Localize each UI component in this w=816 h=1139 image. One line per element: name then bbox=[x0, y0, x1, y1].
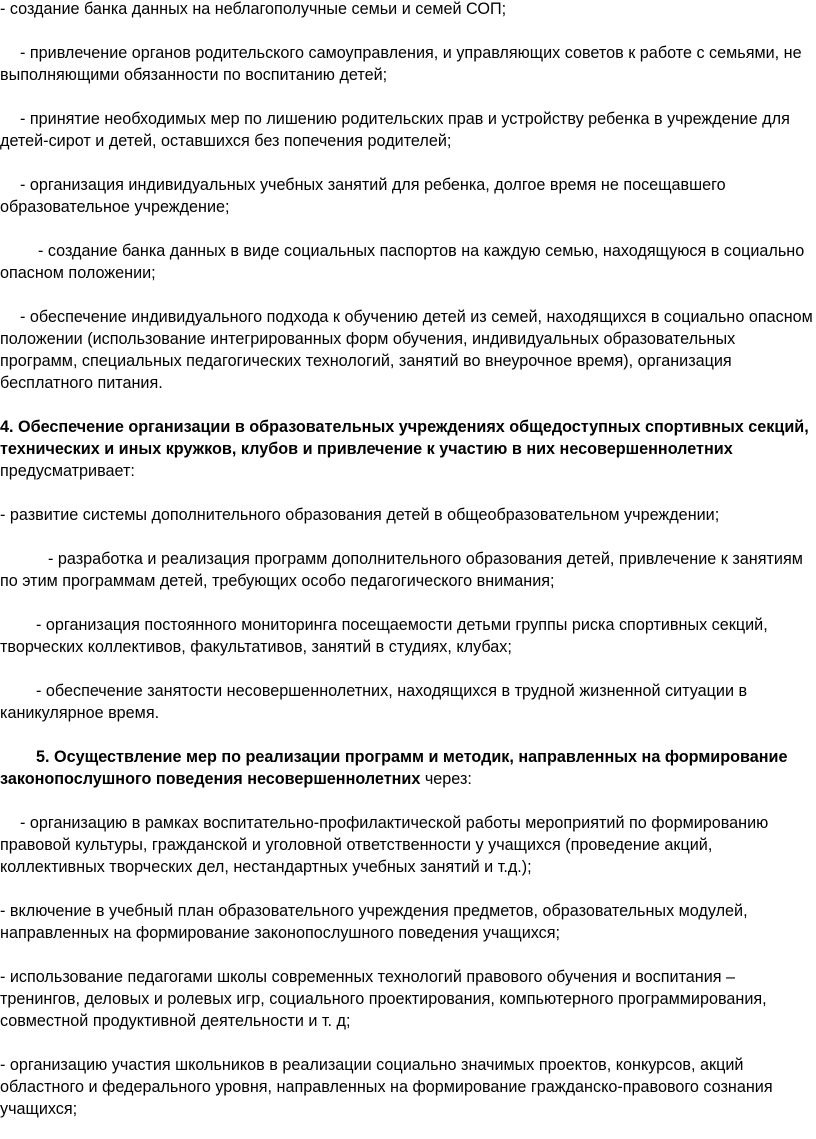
paragraph-individual-lessons: - организация индивидуальных учебных занятий для ребенка, долгое время не посещавшего образовательное учреждение; bbox=[0, 176, 726, 216]
paragraph-curriculum: - включение в учебный план образовательного учреждения предметов, образовательных модулей, направленных на формирование законопослушного поведения учащихся; bbox=[0, 902, 748, 942]
section-5-heading bbox=[0, 746, 816, 790]
paragraph-technologies: - использование педагогами школы современных технологий правового обучения и воспитания – тренингов, деловых и ролевых игр, социального проектирования, компьютерного программирования, совместной продуктивной деятельности и т. д; bbox=[0, 968, 767, 1030]
paragraph-programs: - разработка и реализация программ дополнительного образования детей, привлечение к занятиям по этим программам детей, требующих особо педагогического внимания; bbox=[0, 550, 803, 590]
section-5-heading-bold: 5. Осуществление мер по реализации программ и методик, направленных на формирование законопослушного поведения несовершеннолетних bbox=[0, 748, 788, 788]
paragraph-social-passports: - создание банка данных в виде социальных паспортов на каждую семью, находящуюся в социально опасном положении; bbox=[0, 242, 805, 282]
section-4-heading-tail: предусматривает: bbox=[0, 462, 135, 480]
paragraph-monitoring: - организация постоянного мониторинга посещаемости детьми группы риска спортивных секций, творческих коллективов, факультативов, занятий в студиях, клубах; bbox=[0, 616, 768, 656]
paragraph-sop-database: - создание банка данных на неблагополучные семьи и семей СОП; bbox=[0, 0, 507, 18]
paragraph-projects: - организацию участия школьников в реализации социально значимых проектов, конкурсов, акций областного и федерального уровня, направленных на формирование гражданско-правового сознания учащихся; bbox=[0, 1056, 773, 1118]
section-5-heading-tail: через: bbox=[420, 770, 472, 788]
paragraph-parental-rights: - принятие необходимых мер по лишению родительских прав и устройству ребенка в учреждение для детей-сирот и детей, оставшихся без попечения родителей; bbox=[0, 110, 790, 150]
paragraph-extra-education: - развитие системы дополнительного образования детей в общеобразовательном учреждении; bbox=[0, 506, 720, 524]
section-4-heading-bold: 4. Обеспечение организации в образовательных учреждениях общедоступных спортивных секций, технических и иных кружков, клубов и привлечение к участию в них несовершеннолетних bbox=[0, 418, 809, 458]
paragraph-parent-councils: - привлечение органов родительского самоуправления, и управляющих советов к работе с семьями, не выполняющими обязанности по воспитанию детей; bbox=[0, 44, 802, 84]
paragraph-individual-approach: - обеспечение индивидуального подхода к обучению детей из семей, находящихся в социально опасном положении (использование интегрированных форм обучения, индивидуальных образовательных программ, специальных педагогических технологий, занятий во внеурочное время), организация бесплатного питания. bbox=[0, 308, 813, 392]
paragraph-legal-culture: - организацию в рамках воспитательно-профилактической работы мероприятий по формированию правовой культуры, гражданской и уголовной ответственности у учащихся (проведение акций, коллективных творческих дел, нестандартных учебных занятий и т.д.); bbox=[0, 814, 769, 876]
paragraph-employment: - обеспечение занятости несовершеннолетних, находящихся в трудной жизненной ситуации в каникулярное время. bbox=[0, 682, 748, 722]
section-4-heading bbox=[0, 416, 816, 482]
